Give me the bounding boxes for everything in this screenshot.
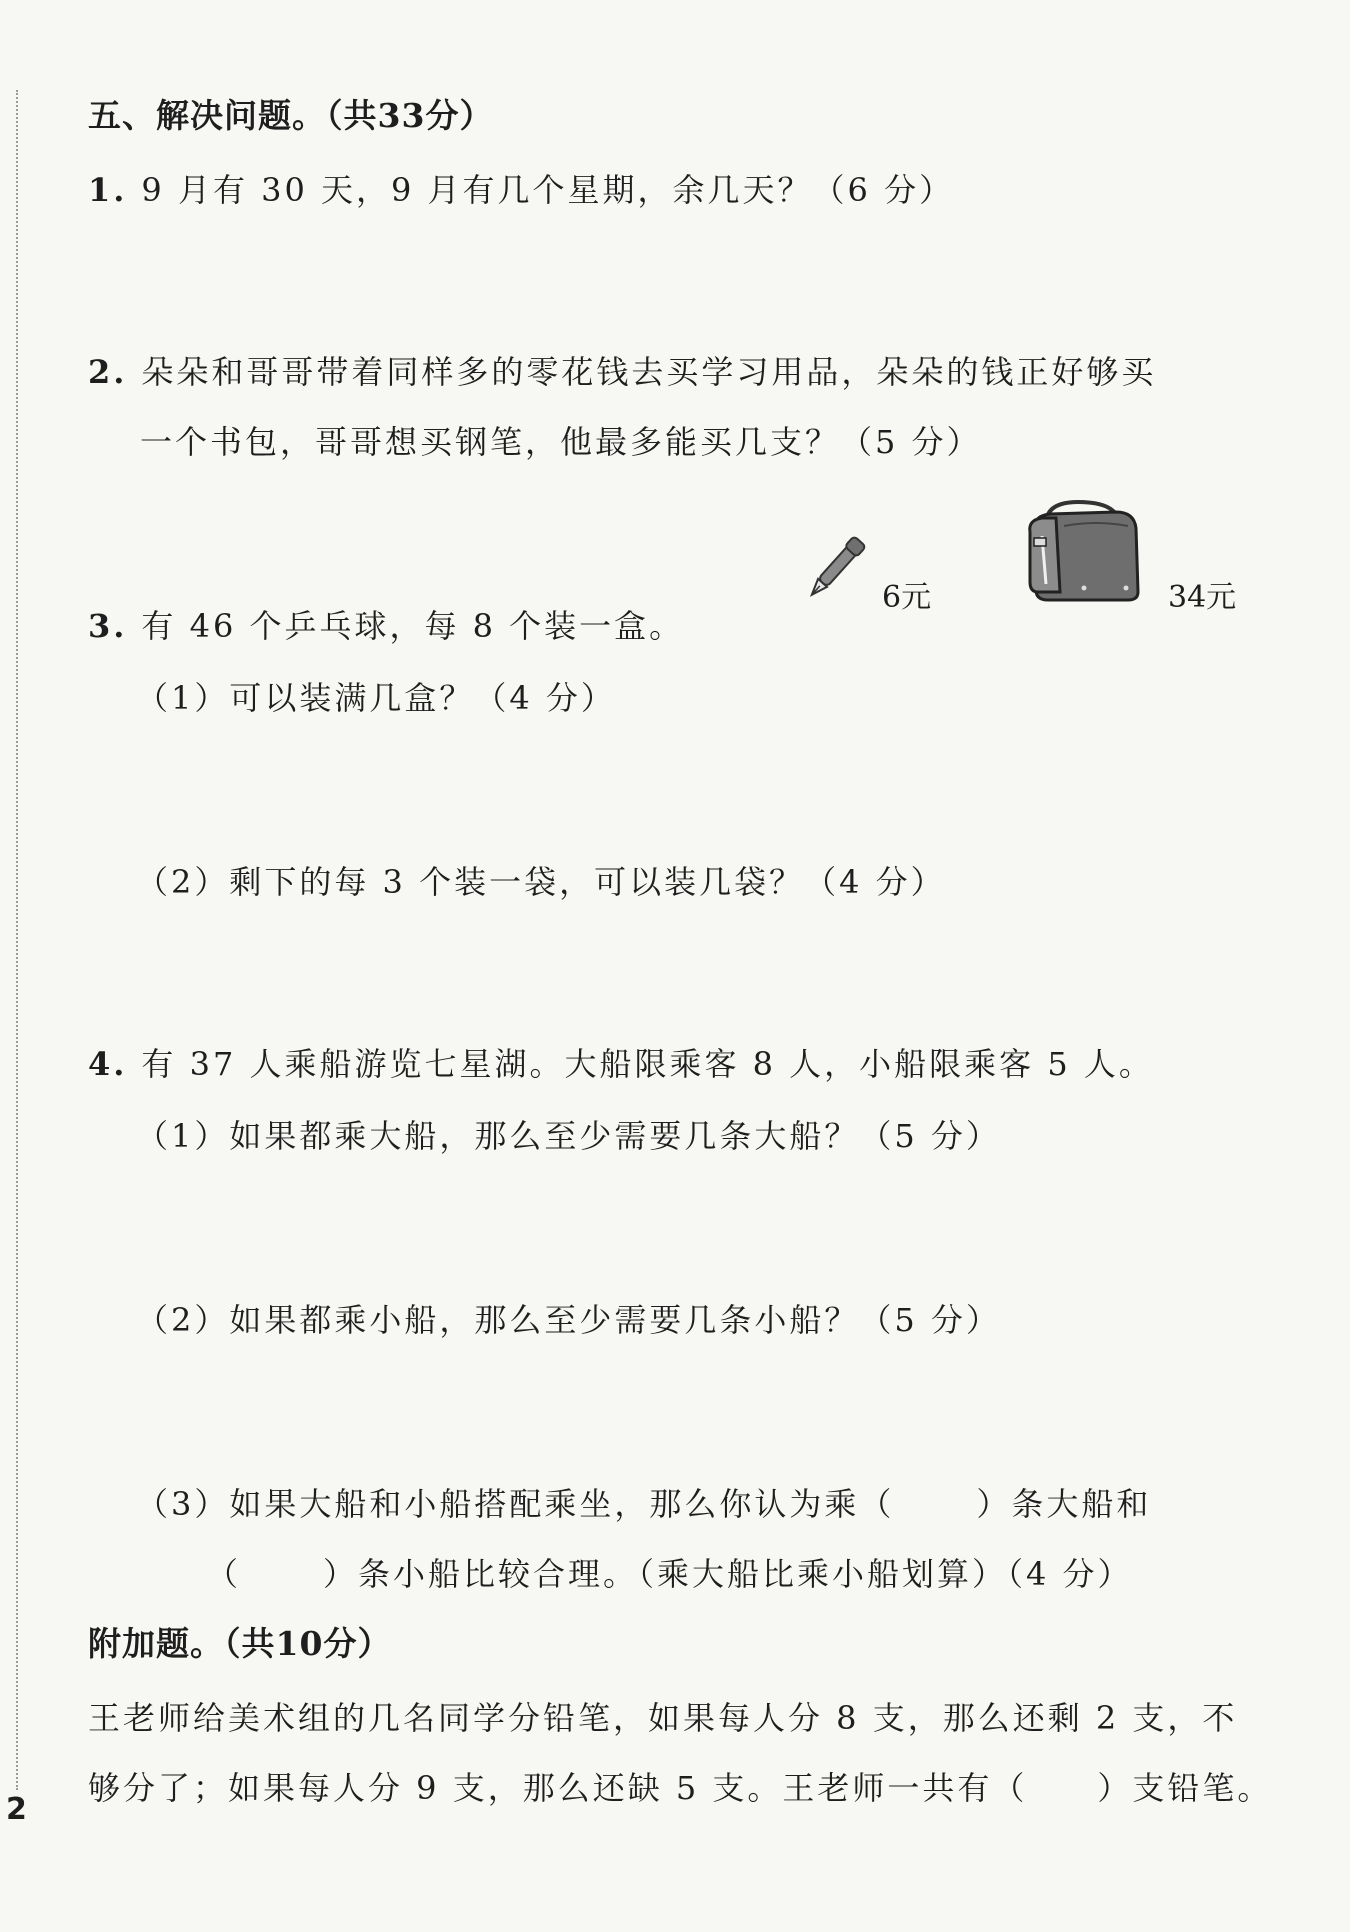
bonus-line-2: 够分了；如果每人分 9 支，那么还缺 5 支。王老师一共有（ ）支铅笔。 <box>88 1769 1273 1807</box>
pen-price: 6元 <box>882 580 932 615</box>
question-2 <box>88 352 1156 392</box>
question-text: 9 月有 30 天，9 月有几个星期，余几天？（6 分） <box>141 171 955 209</box>
question-4-part-2: （2）如果都乘小船，那么至少需要几条小船？（5 分） <box>136 1301 1001 1339</box>
question-number: 1. <box>88 171 128 209</box>
backpack-price: 34元 <box>1168 580 1237 615</box>
question-text: 有 46 个乒乓球，每 8 个装一盒。 <box>141 607 685 645</box>
question-number: 4. <box>88 1045 128 1083</box>
question-number: 3. <box>88 607 128 645</box>
question-4-part-3-line2: （ ）条小船比较合理。（乘大船比乘小船划算）（4 分） <box>206 1555 1133 1593</box>
question-number: 2. <box>88 353 128 391</box>
section-title: 五、解决问题。（共33分） <box>88 96 494 135</box>
fountain-pen-icon <box>795 520 885 610</box>
binding-margin-line <box>16 90 18 1790</box>
question-text: 朵朵和哥哥带着同样多的零花钱去买学习用品，朵朵的钱正好够买 <box>141 353 1157 391</box>
question-4-part-3: （3）如果大船和小船搭配乘坐，那么你认为乘（ ）条大船和 <box>136 1485 1152 1523</box>
bonus-line-1: 王老师给美术组的几名同学分铅笔，如果每人分 8 支，那么还剩 2 支，不 <box>88 1699 1238 1737</box>
question-text: 有 37 人乘船游览七星湖。大船限乘客 8 人，小船限乘客 5 人。 <box>141 1045 1154 1083</box>
question-3 <box>88 606 684 646</box>
question-4-part-1: （1）如果都乘大船，那么至少需要几条大船？（5 分） <box>136 1117 1001 1155</box>
backpack-icon <box>1016 496 1152 608</box>
bonus-title: 附加题。（共10分） <box>88 1624 392 1663</box>
question-2-line2: 一个书包，哥哥想买钢笔，他最多能买几支？（5 分） <box>140 423 982 461</box>
question-3-part-1: （1）可以装满几盒？（4 分） <box>136 679 616 717</box>
question-1 <box>88 170 954 210</box>
question-4 <box>88 1044 1154 1084</box>
question-3-part-2: （2）剩下的每 3 个装一袋，可以装几袋？（4 分） <box>136 863 946 901</box>
page-number: 2 <box>6 1792 27 1827</box>
